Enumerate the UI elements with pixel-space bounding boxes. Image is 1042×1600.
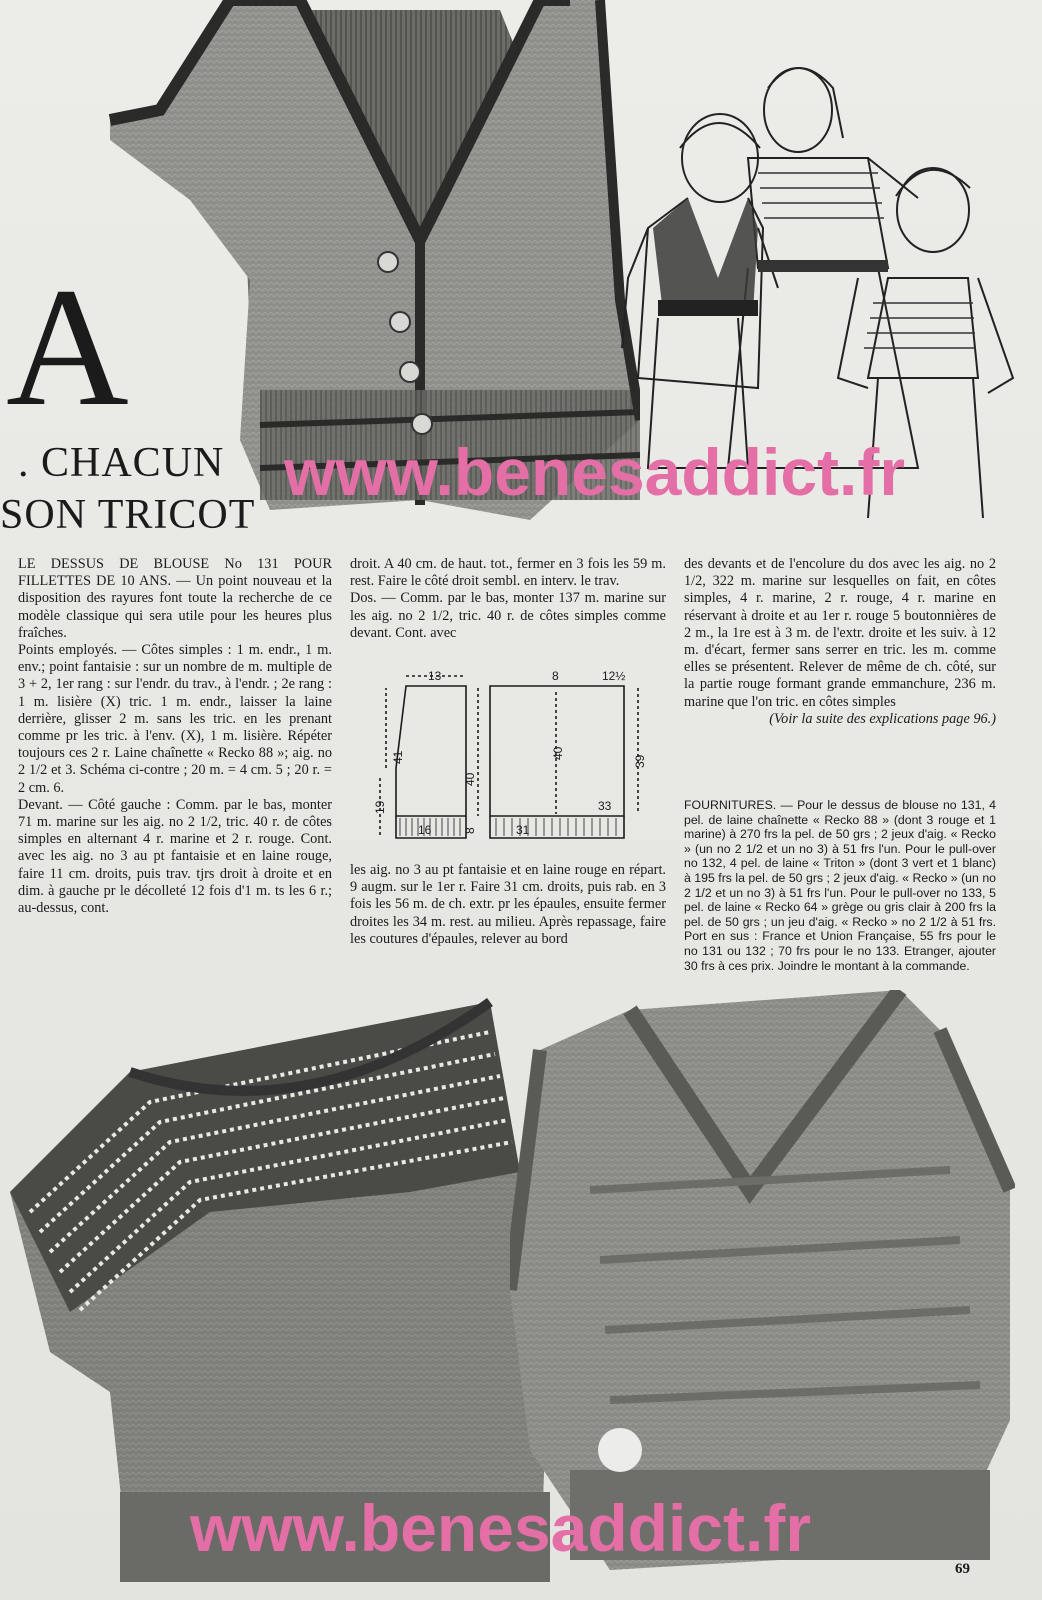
schema-back-top-right: 12½ bbox=[602, 669, 626, 683]
schema-back-top: 8 bbox=[552, 669, 559, 683]
column-1 bbox=[18, 556, 332, 917]
supplies-block: FOURNITURES. — Pour le dessus de blouse no 131, 4 pel. de laine chaînette « Recko 88 » (dont 3 rouge et 1 marine) à 270 frs la pel. de 50 grs ; 2 jeux d'aig. « Recko » (un no 2 1/2 et un no 3) à 51 frs l'un. Pour le pull-over no 132, 4 pel. de laine « Triton » (dont 3 vert et 1 blanc) à 195 frs la pel. de 50 grs ; 2 jeux d'aig. « Recko » (un no 2 1/2 et un no 3) à 51 frs l'un. Pour le pull-over no 133, 5 pel. de laine « Recko 64 » grège ou gris clair à 200 frs la pel. de 50 grs ; un jeu d'aig. « Recko » no 2 1/2 à 51 frs. Port en sus : France et Union Française, 55 frs pour le no 131 ou 132 ; 70 frs pour le no 133. Etranger, ajouter 30 frs à ces prix. Joindre le montant à la commande. bbox=[684, 798, 996, 973]
column-2-bottom bbox=[350, 862, 666, 948]
col3-continued-note: (Voir la suite des explications page 96.) bbox=[769, 710, 996, 727]
knitting-schema bbox=[366, 668, 666, 848]
schema-back-middle: 40 bbox=[551, 746, 565, 760]
title-big-letter: A bbox=[6, 253, 127, 441]
col1-paragraph-1: LE DESSUS DE BLOUSE No 131 POUR FILLETTES DE 10 ANS. — Un point nouveau et la disposition des rayures font toute la recherche de ce modèle classique qui sera utile pour les heures plus fraîches. bbox=[18, 556, 332, 641]
schema-front-left: 41 bbox=[391, 750, 405, 764]
schema-back-inner: 33 bbox=[598, 799, 612, 813]
schema-back-bottom: 31 bbox=[516, 823, 530, 837]
schema-back-right: 39 bbox=[633, 754, 647, 768]
schema-front-right: 40 bbox=[463, 772, 477, 786]
title-line-1: . CHACUN bbox=[18, 440, 225, 486]
schema-front-ribbing: 8 bbox=[463, 827, 477, 834]
title-line-2: SON TRICOT bbox=[0, 492, 256, 538]
col1-paragraph-2: Points employés. — Côtes simples : 1 m. endr., 1 m. env.; point fantaisie : sur un nombre de m. multiple de 3 + 2, 1er rang : sur l'endr. du trav., à l'endr. ; 2e rang : 1 m. lisière (X) tric. 1 m. endr., laisser la laine derrière, glisser 2 m. sans les tric. en les prenant comme pr les tric. à l'env. (X), 1 m. lisière. Répéter toujours ces 2 r. Laine chaînette « Recko 88 »; aig. no 2 1/2 et 3. Schéma ci-contre ; 20 m. = 4 cm. 5 ; 20 r. = 2 cm. 6. bbox=[18, 642, 332, 796]
watermark-top: www.benesaddict.fr bbox=[284, 435, 906, 509]
column-2-top bbox=[350, 556, 666, 642]
v-neck-vest-photo bbox=[510, 990, 1015, 1570]
col2-paragraph-2: Dos. — Comm. par le bas, monter 137 m. marine sur les aig. no 2 1/2, tric. 40 r. de côtes simples comme devant. Cont. avec bbox=[350, 590, 666, 641]
col2-paragraph-3: les aig. no 3 au pt fantaisie et en laine rouge en répart. 9 augm. sur le 1er r. Faire 31 cm. droits, puis rab. en 3 fois les 56 m. de ch. extr. pr les épaules, ensuite fermer droites les 34 m. rest. au milieu. Après repassage, faire les coutures d'épaules, relever au bord bbox=[350, 862, 666, 947]
schema-front-lower-left: 19 bbox=[373, 800, 387, 814]
schema-front-bottom: 16 bbox=[418, 823, 432, 837]
column-3 bbox=[684, 556, 996, 728]
col3-paragraph-1: des devants et de l'encolure du dos avec les aig. no 2 1/2, 322 m. marine sur lesquelles on fait, en côtes simples, 4 r. marine, 2 r. rouge, 4 r. marine en réservant à droite et au 1er r. rouge 5 boutonnières de 2 m., la 1re est à 3 m. de l'extr. droite et les suiv. à 12 m. d'écart, fermer sans serrer en tric. les m. comme elles se présentent. Relever de même de ch. côté, sur la partie rouge formant grande emmanchure, 236 m. marine que l'on tric. en côtes simples bbox=[684, 556, 996, 710]
page-number: 69 bbox=[955, 1561, 970, 1577]
watermark-bottom: www.benesaddict.fr bbox=[190, 1491, 812, 1565]
col1-paragraph-3: Devant. — Côté gauche : Comm. par le bas, monter 71 m. marine sur les aig. no 2 1/2, tric. 40 r. de côtes simples en alternant 4 r. marine et 2 r. rouge. Cont. avec les aig. no 3 au pt fantaisie et en laine rouge, faire 11 cm. droits, puis trav. tjrs droit à droite et en dim. à gauche pr le décolleté 12 fois d'1 m. ts les 6 r.; au-dessus, cont. bbox=[18, 796, 332, 917]
col2-paragraph-1: droit. A 40 cm. de haut. tot., fermer en 3 fois les 59 m. rest. Faire le côté droit sembl. en interv. le trav. bbox=[350, 556, 666, 590]
schema-front-top: 13 bbox=[428, 669, 442, 683]
